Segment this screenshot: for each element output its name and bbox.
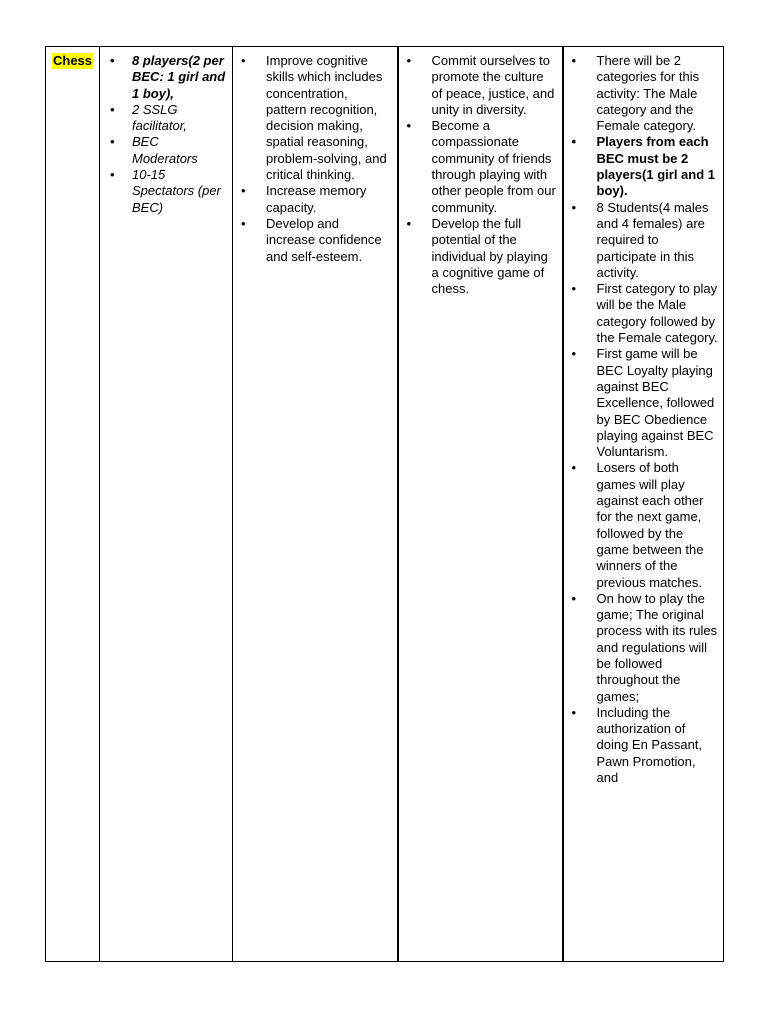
list-item: • Increase memory capacity.	[239, 183, 392, 216]
list-item: • 8 players(2 per BEC: 1 girl and 1 boy),	[106, 53, 227, 102]
list-item: • Become a compassionate community of friends through playing with other people from our community.	[405, 118, 557, 216]
activity-name: Chess	[53, 53, 93, 68]
list-item: • There will be 2 categories for this activity: The Male category and the Female category.	[570, 53, 719, 134]
table-row	[46, 47, 724, 962]
list-item: • 10-15 Spectators (per BEC)	[106, 167, 227, 216]
activity-table	[45, 46, 724, 962]
objectives-cell	[233, 47, 398, 962]
values-list	[405, 53, 557, 297]
objectives-list	[239, 53, 392, 265]
values-cell	[398, 47, 563, 962]
mechanics-list	[570, 53, 719, 786]
list-item: • 8 Students(4 males and 4 females) are required to participate in this activity.	[570, 200, 719, 281]
participants-cell	[100, 47, 233, 962]
list-item: • Including the authorization of doing En Passant, Pawn Promotion, and	[570, 705, 719, 786]
list-item: • Improve cognitive skills which includes concentration, pattern recognition, decision making, spatial reasoning, problem-solving, and critical thinking.	[239, 53, 392, 183]
mechanics-cell	[563, 47, 724, 962]
activity-cell	[46, 47, 100, 962]
list-item: • Develop and increase confidence and self-esteem.	[239, 216, 392, 265]
list-item: • Losers of both games will play against each other for the next game, followed by the game between the winners of the previous matches.	[570, 460, 719, 590]
list-item: • Develop the full potential of the individual by playing a cognitive game of chess.	[405, 216, 557, 297]
list-item: • First game will be BEC Loyalty playing against BEC Excellence, followed by BEC Obedience playing against BEC Voluntarism.	[570, 346, 719, 460]
list-item: • Commit ourselves to promote the culture of peace, justice, and unity in diversity.	[405, 53, 557, 118]
list-item: • Players from each BEC must be 2 players(1 girl and 1 boy).	[570, 134, 719, 199]
list-item: • First category to play will be the Male category followed by the Female category.	[570, 281, 719, 346]
list-item: • On how to play the game; The original process with its rules and regulations will be followed throughout the games;	[570, 591, 719, 705]
participants-list	[106, 53, 227, 216]
list-item: • 2 SSLG facilitator,	[106, 102, 227, 135]
list-item: • BEC Moderators	[106, 134, 227, 167]
